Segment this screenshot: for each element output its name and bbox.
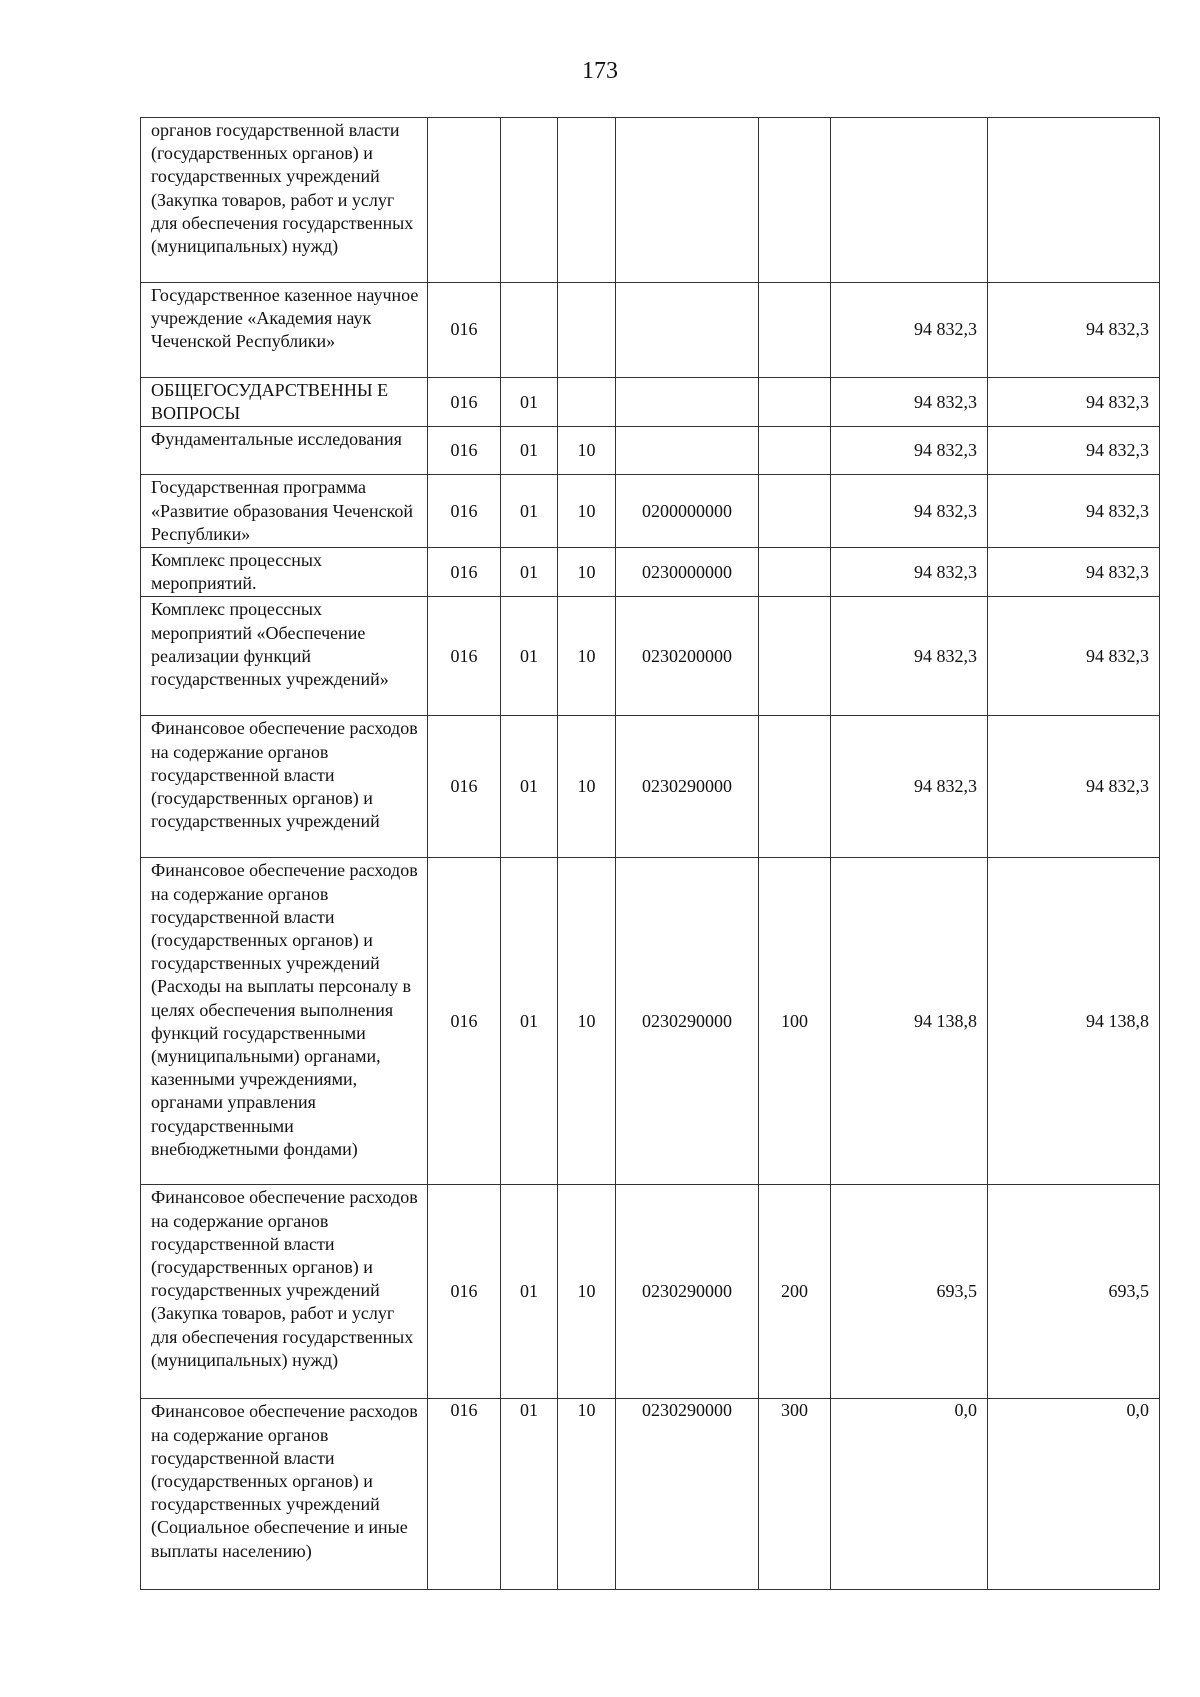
ved-code: 016 — [428, 378, 501, 427]
table-row — [141, 118, 1160, 283]
amount-2: 94 832,3 — [988, 475, 1160, 548]
amount-2: 94 832,3 — [988, 427, 1160, 475]
expense-type-code — [759, 378, 831, 427]
target-article-code: 0230200000 — [616, 597, 759, 716]
amount-2: 94 832,3 — [988, 597, 1160, 716]
subsection-code: 10 — [558, 1185, 616, 1399]
section-code: 01 — [501, 1185, 558, 1399]
amount-1: 94 832,3 — [831, 378, 988, 427]
subsection-code: 10 — [558, 597, 616, 716]
section-code: 01 — [501, 378, 558, 427]
expense-type-code — [759, 283, 831, 378]
section-code — [501, 283, 558, 378]
ved-code: 016 — [428, 597, 501, 716]
row-name: Комплекс процессных мероприятий «Обеспечение реализации функций государственных учреждений» — [141, 597, 428, 716]
row-name: Государственное казенное научное учреждение «Академия наук Чеченской Республики» — [141, 283, 428, 378]
amount-1: 94 832,3 — [831, 427, 988, 475]
row-name: Финансовое обеспечение расходов на содержание органов государственной власти (государственных органов) и государственных учреждений — [141, 716, 428, 858]
expense-type-code — [759, 597, 831, 716]
table-row — [141, 283, 1160, 378]
amount-1: 94 138,8 — [831, 858, 988, 1185]
amount-2 — [988, 118, 1160, 283]
amount-2: 94 832,3 — [988, 548, 1160, 597]
page-number: 173 — [582, 58, 618, 84]
amount-2: 94 832,3 — [988, 378, 1160, 427]
section-code: 01 — [501, 475, 558, 548]
ved-code: 016 — [428, 858, 501, 1185]
amount-1: 94 832,3 — [831, 597, 988, 716]
table-row — [141, 1399, 1160, 1590]
expense-type-code: 100 — [759, 858, 831, 1185]
expense-type-code: 200 — [759, 1185, 831, 1399]
amount-2: 0,0 — [988, 1399, 1160, 1590]
amount-2: 693,5 — [988, 1185, 1160, 1399]
section-code — [501, 118, 558, 283]
subsection-code: 10 — [558, 548, 616, 597]
amount-1: 0,0 — [831, 1399, 988, 1590]
amount-2: 94 832,3 — [988, 716, 1160, 858]
row-name: Финансовое обеспечение расходов на содержание органов государственной власти (государственных органов) и государственных учреждений (Расходы на выплаты персоналу в целях обеспечения выполнения функций государственными (муниципальными) органами, казенными учреждениями, органами управления государственными внебюджетными фондами) — [141, 858, 428, 1185]
row-name: Финансовое обеспечение расходов на содержание органов государственной власти (государственных органов) и государственных учреждений (Социальное обеспечение и иные выплаты населению) — [141, 1399, 428, 1590]
section-code: 01 — [501, 548, 558, 597]
target-article-code: 0230290000 — [616, 1185, 759, 1399]
expense-type-code — [759, 548, 831, 597]
section-code: 01 — [501, 716, 558, 858]
section-code: 01 — [501, 597, 558, 716]
subsection-code: 10 — [558, 1399, 616, 1590]
amount-1 — [831, 118, 988, 283]
table-row — [141, 548, 1160, 597]
amount-1: 94 832,3 — [831, 716, 988, 858]
target-article-code: 0230000000 — [616, 548, 759, 597]
amount-1: 94 832,3 — [831, 283, 988, 378]
amount-1: 693,5 — [831, 1185, 988, 1399]
table-row — [141, 858, 1160, 1185]
amount-1: 94 832,3 — [831, 475, 988, 548]
row-name: ОБЩЕГОСУДАРСТВЕННЫ Е ВОПРОСЫ — [141, 378, 428, 427]
subsection-code: 10 — [558, 427, 616, 475]
section-code: 01 — [501, 1399, 558, 1590]
table-row — [141, 427, 1160, 475]
target-article-code: 0230290000 — [616, 1399, 759, 1590]
subsection-code: 10 — [558, 858, 616, 1185]
expense-type-code — [759, 716, 831, 858]
amount-2: 94 138,8 — [988, 858, 1160, 1185]
row-name: Государственная программа «Развитие образования Чеченской Республики» — [141, 475, 428, 548]
ved-code: 016 — [428, 716, 501, 858]
table-row — [141, 1185, 1160, 1399]
target-article-code — [616, 283, 759, 378]
table-row — [141, 378, 1160, 427]
ved-code — [428, 118, 501, 283]
expense-type-code — [759, 118, 831, 283]
target-article-code: 0230290000 — [616, 858, 759, 1185]
subsection-code — [558, 283, 616, 378]
target-article-code — [616, 378, 759, 427]
expense-type-code — [759, 427, 831, 475]
target-article-code: 0230290000 — [616, 716, 759, 858]
subsection-code: 10 — [558, 716, 616, 858]
row-name: Комплекс процессных мероприятий. — [141, 548, 428, 597]
subsection-code — [558, 118, 616, 283]
ved-code: 016 — [428, 548, 501, 597]
table-row — [141, 597, 1160, 716]
row-name: органов государственной власти (государственных органов) и государственных учреждений (Закупка товаров, работ и услуг для обеспечения государственных (муниципальных) нужд) — [141, 118, 428, 283]
row-name: Финансовое обеспечение расходов на содержание органов государственной власти (государственных органов) и государственных учреждений (Закупка товаров, работ и услуг для обеспечения государственных (муниципальных) нужд) — [141, 1185, 428, 1399]
ved-code: 016 — [428, 283, 501, 378]
target-article-code: 0200000000 — [616, 475, 759, 548]
subsection-code — [558, 378, 616, 427]
target-article-code — [616, 118, 759, 283]
ved-code: 016 — [428, 1399, 501, 1590]
budget-table — [140, 117, 1160, 1590]
table-row — [141, 475, 1160, 548]
subsection-code: 10 — [558, 475, 616, 548]
expense-type-code — [759, 475, 831, 548]
amount-2: 94 832,3 — [988, 283, 1160, 378]
target-article-code — [616, 427, 759, 475]
ved-code: 016 — [428, 475, 501, 548]
table-row — [141, 716, 1160, 858]
amount-1: 94 832,3 — [831, 548, 988, 597]
ved-code: 016 — [428, 427, 501, 475]
section-code: 01 — [501, 427, 558, 475]
row-name: Фундаментальные исследования — [141, 427, 428, 475]
section-code: 01 — [501, 858, 558, 1185]
ved-code: 016 — [428, 1185, 501, 1399]
expense-type-code: 300 — [759, 1399, 831, 1590]
